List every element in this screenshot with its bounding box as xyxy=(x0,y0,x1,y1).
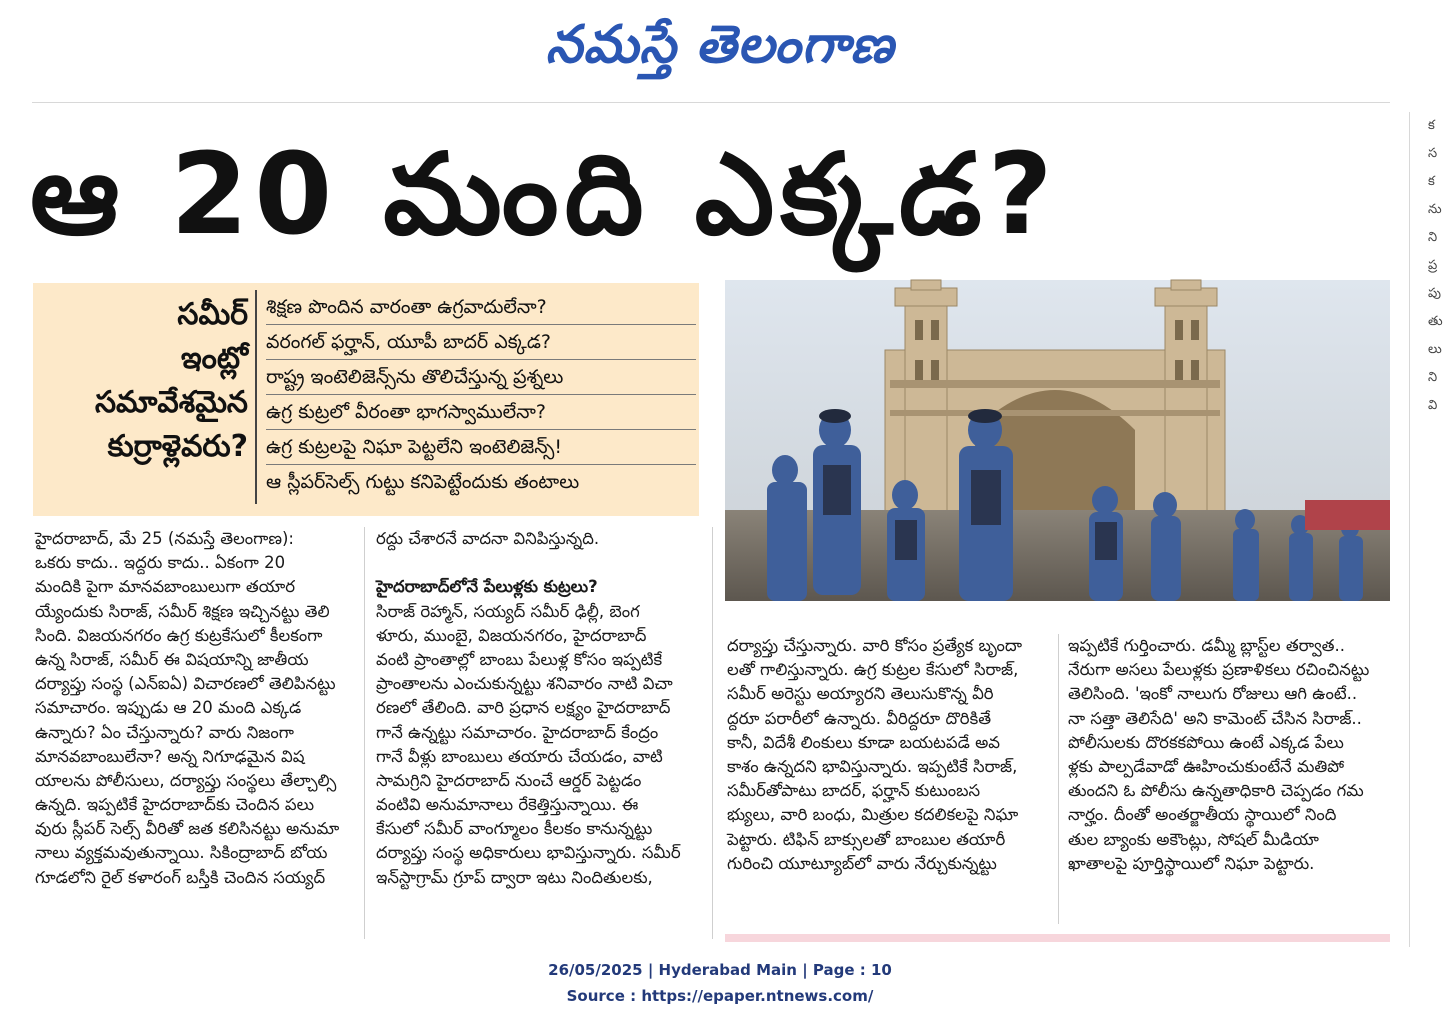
footer-edition-line: 26/05/2025 | Hyderabad Main | Page : 10 xyxy=(548,961,892,979)
kicker-heading xyxy=(36,293,248,503)
edge-glyph: వి xyxy=(1428,398,1438,413)
text-line: రద్దు చేశారనే వాదనా వినిపిస్తున్నది. xyxy=(376,529,600,548)
page-footer xyxy=(0,957,1440,1009)
edge-glyph: ను xyxy=(1428,202,1442,217)
text-line: సిరాజ్ రెహ్మాన్, సయ్యద్ సమీర్ ఢిల్లీ, బెంగ xyxy=(376,601,640,621)
right-divider xyxy=(1409,112,1410,947)
text-line: యాలను పోలీసులు, దర్యాప్తు సంస్థలు తేల్చాల్సి xyxy=(35,770,337,790)
column-divider xyxy=(1058,634,1059,924)
text-line: నార్హం. దీంతో అంతర్జాతీయ స్థాయిలో నింది xyxy=(1068,805,1337,825)
text-line: నేరుగా అసలు పేలుళ్లకు ప్రణాళికలు రచించినట్టు xyxy=(1068,660,1370,680)
column-divider xyxy=(712,527,713,939)
text-line: ఉన్న సిరాజ్, సమీర్ ఈ విషయాన్ని జాతీయ xyxy=(35,649,309,669)
spacer xyxy=(376,551,698,575)
text-line: లతో గాలిస్తున్నారు. ఉగ్ర కుట్రల కేసులో సిరాజ్, xyxy=(727,660,1019,680)
text-line: ఇన్‌స్టాగ్రామ్ గ్రూప్ ద్వారా ఇటు నిందితులకు, xyxy=(376,867,653,887)
text-line: య్యేందుకు సిరాజ్, సమీర్ శిక్షణ ఇచ్చినట్టు తెలి xyxy=(35,601,330,621)
bullet-item: రాష్ట్ర ఇంటెలిజెన్స్‌ను తొలిచేస్తున్న ప్రశ్నలు xyxy=(266,360,696,395)
edge-glyph: లు xyxy=(1428,342,1442,357)
charminar-police-photo xyxy=(725,280,1390,601)
text-line: వంటివి అనుమానాలు రేకెత్తిస్తున్నాయి. ఈ xyxy=(376,795,639,815)
text-line: ప్రాంతాలను ఎంచుకున్నట్టు శనివారం నాటి విచా xyxy=(376,674,673,694)
footer-source-link[interactable]: Source : https://epaper.ntnews.com/ xyxy=(566,987,874,1005)
bullet-item: శిక్షణ పొందిన వారంతా ఉగ్రవాదులేనా? xyxy=(266,290,696,325)
text-line: వురు స్లీపర్ సెల్స్ వీరితో జత కలిసినట్టు అనుమా xyxy=(35,819,340,839)
article-column-4 xyxy=(1068,634,1390,876)
text-line: గానే ఉన్నట్టు సమాచారం. హైదరాబాద్ కేంద్రం xyxy=(376,722,659,742)
text-line: పెట్టారు. టిఫిన్ బాక్సులతో బాంబుల తయారీ xyxy=(727,829,1006,849)
kicker-separator xyxy=(255,290,257,504)
edge-glyph: ని xyxy=(1428,230,1438,245)
text-line: సమీర్ అరెస్టు అయ్యారని తెలుసుకొన్న వీరి xyxy=(727,684,994,704)
kicker-line: ఇంట్లో xyxy=(180,341,248,376)
edge-glyph: క xyxy=(1428,118,1435,133)
bullet-item: ఉగ్ర కుట్రలపై నిఘా పెట్టలేని ఇంటెలిజెన్స్! xyxy=(266,430,696,465)
kicker-line: కుర్రాళ్లెవరు? xyxy=(107,429,248,464)
text-line: ళూరు, ముంబై, విజయనగరం, హైదరాబాద్ xyxy=(376,625,647,645)
text-line: తెలిసింది. 'ఇంకో నాలుగు రోజులు ఆగి ఉంటే.. xyxy=(1068,684,1358,704)
kicker-line: సమావేశమైన xyxy=(94,385,248,420)
bullet-item: వరంగల్ ఫర్హాన్, యూపీ బాదర్ ఎక్కడ? xyxy=(266,325,696,360)
bullet-item: ఆ స్లీపర్‌సెల్స్ గుట్టు కనిపెట్టేందుకు తంటాలు xyxy=(266,471,580,493)
text-line: ఇప్పటికే గుర్తించారు. డమ్మీ బ్లాస్ట్‌ల తర్వాత.. xyxy=(1068,636,1346,655)
text-line: సింది. విజయనగరం ఉగ్ర కుట్రకేసులో కీలకంగా xyxy=(35,625,323,645)
text-line: ఒకరు కాదు.. ఇద్దరు కాదు.. ఏకంగా 20 xyxy=(35,553,286,573)
text-line: తుల బ్యాంకు అకౌంట్లు, సోషల్ మీడియా xyxy=(1068,829,1319,849)
text-line: వంటి ప్రాంతాల్లో బాంబు పేలుళ్ల కోసం ఇప్పటికే xyxy=(376,649,663,669)
bullet-item: ఉగ్ర కుట్రలో వీరంతా భాగస్వాములేనా? xyxy=(266,395,696,430)
text-line: కాశం ఉన్నదని భావిస్తున్నారు. ఇప్పటికే సిరాజ్, xyxy=(727,756,1018,776)
edge-glyph: స xyxy=(1428,146,1438,161)
edge-glyph: ప్ర xyxy=(1428,258,1438,273)
text-line: సమాచారం. ఇప్పుడు ఆ 20 మంది ఎక్కడ xyxy=(35,698,302,718)
text-line: దర్యాప్తు చేస్తున్నారు. వారి కోసం ప్రత్యేక బృందా xyxy=(727,636,1023,655)
text-line: గురించి యూట్యూబ్‌లో వారు నేర్చుకున్నట్టు xyxy=(727,853,997,873)
text-line: సామగ్రిని హైదరాబాద్ నుంచే ఆర్డర్ పెట్టడం xyxy=(376,770,642,790)
text-line: కానీ, విదేశీ లింకులు కూడా బయటపడే అవ xyxy=(727,732,1001,752)
text-line: రణలో తేలింది. వారి ప్రధాన లక్ష్యం హైదరాబాద్ xyxy=(376,698,671,718)
text-line: కేసులో సమీర్ వాంగ్మూలం కీలకం కానున్నట్టు xyxy=(376,819,653,839)
text-line: ద్దరూ పరారీలో ఉన్నారు. వీరిద్దరూ దొరికితే xyxy=(727,708,992,728)
text-line: నాలు వ్యక్తమవుతున్నాయి. సికింద్రాబాద్ బోయ xyxy=(35,843,328,863)
subheading: హైదరాబాద్‌లోనే పేలుళ్లకు కుట్రలు? xyxy=(376,577,598,597)
kicker-line: సమీర్ xyxy=(177,297,248,332)
text-line: మందికి పైగా మానవబాంబులుగా తయార xyxy=(35,577,296,597)
text-line: ఉన్నది. ఇప్పటికే హైదరాబాద్‌కు చెందిన పలు xyxy=(35,795,315,815)
kicker-bullets xyxy=(266,290,696,499)
edge-glyph: తు xyxy=(1428,314,1443,329)
edge-glyph: క xyxy=(1428,174,1435,189)
adjacent-article-edge xyxy=(1428,112,1443,947)
text-line: ళ్లకు పాల్పడేవాడో ఊహించుకుంటేనే మతిపో xyxy=(1068,756,1345,776)
column-divider xyxy=(364,527,365,939)
article-column-1 xyxy=(35,527,353,890)
text-line: పోలీసులకు దొరకకపోయి ఉంటే ఎక్కడ పేలు xyxy=(1068,732,1344,752)
text-line: ఖాతాలపై పూర్తిస్థాయిలో నిఘా పెట్టారు. xyxy=(1068,853,1315,873)
text-line: భ్యులు, వారి బంధు, మిత్రుల కదలికలపై నిఘా xyxy=(727,805,1019,825)
text-line: నా సత్తా తెలిసేది' అని కామెంట్ చేసిన సిరాజ్.. xyxy=(1068,708,1362,728)
accent-rule xyxy=(725,934,1390,942)
text-line: మానవబాంబులేనా? అన్న నిగూఢమైన విష xyxy=(35,746,305,766)
text-line: గూడలోని రైల్ కళారంగ్ బస్తీకి చెందిన సయ్యద్ xyxy=(35,867,326,887)
text-line: తుందని ఓ పోలీసు ఉన్నతాధికారి చెప్పడం గమ xyxy=(1068,781,1364,801)
text-line: ఉన్నారు? ఏం చేస్తున్నారు? వారు నిజంగా xyxy=(35,722,294,742)
main-headline: ఆ 20 మంది ఎక్కడ? xyxy=(30,130,1059,260)
text-line: సమీర్‌తోపాటు బాదర్, ఫర్హాన్ కుటుంబస xyxy=(727,781,981,801)
top-divider xyxy=(32,102,1390,103)
text-line: దర్యాప్తు సంస్థ అధికారులు భావిస్తున్నారు. సమీర్ xyxy=(376,843,681,863)
newspaper-logo[interactable]: నమస్తే తెలంగాణ xyxy=(545,14,895,75)
masthead xyxy=(0,0,1440,86)
dateline: హైదరాబాద్, మే 25 (నమస్తే తెలంగాణ): xyxy=(35,529,294,548)
article-column-3 xyxy=(727,634,1049,876)
text-line: దర్యాప్తు సంస్థ (ఎన్ఐఏ) విచారణలో తెలిపినట్టు xyxy=(35,674,336,694)
article-column-2 xyxy=(376,527,698,890)
text-line: గానే వీళ్లు బాంబులు తయారు చేయడం, వాటి xyxy=(376,746,663,766)
edge-glyph: పు xyxy=(1428,286,1441,301)
edge-glyph: ని xyxy=(1428,370,1438,385)
